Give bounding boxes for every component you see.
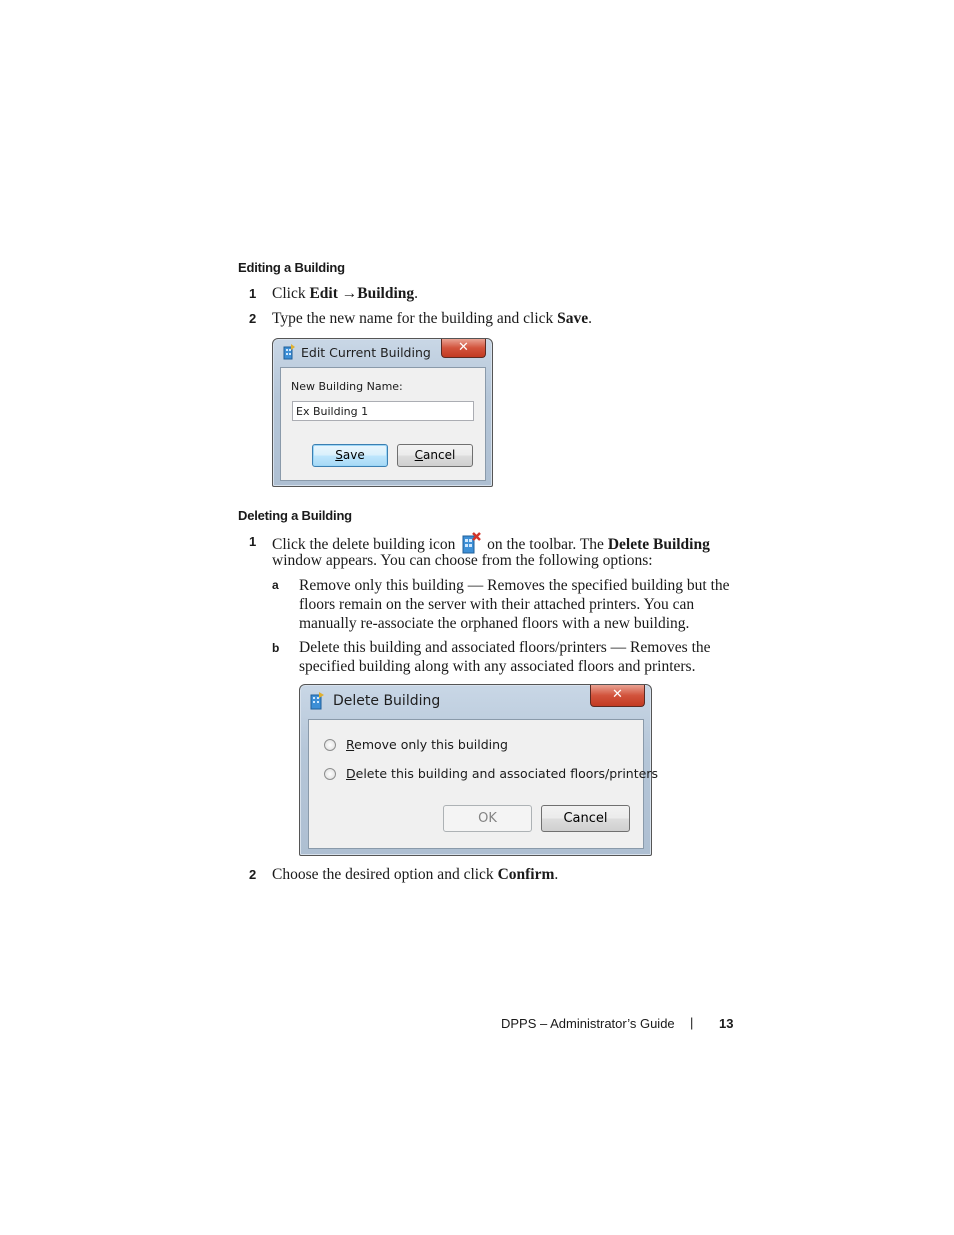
remove-only-label[interactable] bbox=[346, 737, 508, 752]
remove-mnemonic: R bbox=[346, 737, 355, 752]
step-number: 1 bbox=[249, 286, 257, 301]
arrow-glyph: → bbox=[337, 285, 358, 302]
section-heading-editing: Editing a Building bbox=[238, 260, 345, 275]
delete-mnemonic: D bbox=[346, 766, 356, 781]
cancel-button[interactable]: Cancel bbox=[541, 805, 630, 832]
option-letter: b bbox=[272, 641, 280, 655]
step-text-part: Type the new name for the building and click bbox=[272, 310, 558, 327]
delete-label-text: elete this building and associated floors/printers bbox=[355, 766, 658, 781]
step-text-line2: window appears. You can choose from the following options: bbox=[272, 552, 653, 569]
menu-edit-ref: Edit bbox=[309, 285, 338, 302]
option-line: Delete this building and associated floors/printers — Removes the bbox=[299, 639, 711, 656]
option-letter: a bbox=[272, 578, 279, 592]
delete-all-radio[interactable] bbox=[324, 768, 336, 780]
step-text-part: on the toolbar. The bbox=[487, 536, 604, 553]
step-text-part: Click the delete building icon bbox=[272, 536, 456, 553]
dialog-client-area bbox=[308, 719, 658, 849]
save-mnemonic: S bbox=[335, 448, 343, 462]
step-text bbox=[272, 309, 592, 328]
delete-all-label[interactable] bbox=[346, 766, 658, 781]
option-b-text bbox=[299, 638, 711, 676]
delete-building-ref: Delete Building bbox=[607, 536, 710, 553]
dialog-client-area bbox=[280, 367, 486, 481]
building-icon bbox=[281, 344, 295, 365]
step-text-part: Click bbox=[272, 285, 310, 302]
footer-separator: | bbox=[690, 1015, 694, 1030]
option-line: floors remain on the server with their attached printers. You can bbox=[299, 596, 695, 613]
footer-title: DPPS – Administrator’s Guide bbox=[501, 1016, 675, 1031]
building-name-value: Ex Building 1 bbox=[296, 405, 369, 418]
save-ref: Save bbox=[557, 310, 589, 327]
cancel-button[interactable] bbox=[397, 444, 473, 467]
step-text bbox=[272, 284, 418, 303]
option-line: specified building along with any associated floors and printers. bbox=[299, 658, 696, 675]
period: . bbox=[414, 285, 419, 302]
step-number: 2 bbox=[249, 867, 257, 882]
step-text-part: Choose the desired option and click bbox=[272, 866, 498, 883]
remove-only-radio[interactable] bbox=[324, 739, 336, 751]
step-number: 1 bbox=[249, 534, 257, 549]
option-line: Remove only this building — Removes the specified building but the bbox=[299, 577, 730, 594]
close-button[interactable]: ✕ bbox=[441, 339, 486, 358]
building-name-label: New Building Name: bbox=[291, 380, 403, 393]
save-button[interactable] bbox=[312, 444, 388, 467]
step-number: 2 bbox=[249, 311, 257, 326]
close-button[interactable]: ✕ bbox=[590, 685, 645, 707]
period: . bbox=[588, 310, 593, 327]
edit-building-dialog bbox=[272, 338, 493, 487]
period: . bbox=[554, 866, 559, 883]
section-heading-deleting: Deleting a Building bbox=[238, 508, 352, 523]
remove-label-text: emove only this building bbox=[354, 737, 508, 752]
cancel-mnemonic: C bbox=[414, 448, 424, 462]
dialog-title: Delete Building bbox=[333, 693, 441, 709]
cancel-label: ancel bbox=[423, 448, 456, 462]
delete-building-dialog bbox=[299, 684, 658, 856]
save-label: ave bbox=[342, 448, 365, 462]
page-number: 13 bbox=[719, 1016, 734, 1031]
step-text bbox=[272, 865, 558, 884]
building-icon bbox=[308, 692, 324, 715]
option-line: manually re-associate the orphaned floors with a new building. bbox=[299, 615, 690, 632]
menu-building-ref: Building bbox=[357, 285, 415, 302]
ok-button[interactable]: OK bbox=[443, 805, 532, 832]
option-a-text bbox=[299, 576, 730, 633]
confirm-ref: Confirm bbox=[497, 866, 555, 883]
building-name-input[interactable] bbox=[292, 401, 474, 421]
dialog-title: Edit Current Building bbox=[301, 345, 431, 360]
